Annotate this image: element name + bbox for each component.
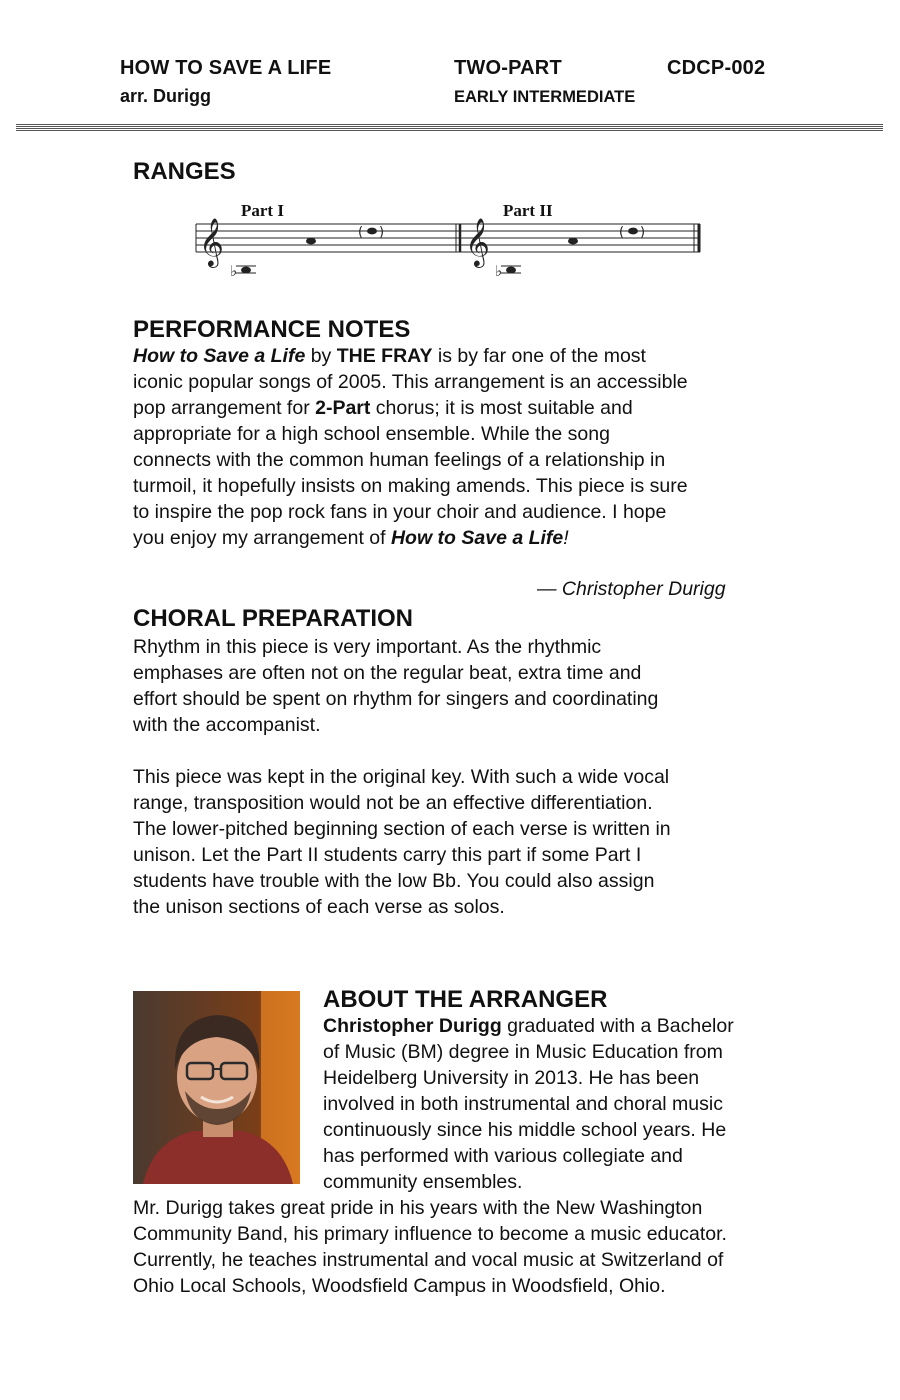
text-line: with the accompanist.	[133, 714, 321, 736]
part-2-label: Part II	[503, 201, 553, 220]
text-line: involved in both instrumental and choral music	[323, 1093, 723, 1115]
text-line: The lower-pitched beginning section of each verse is written in	[133, 818, 671, 840]
text-line: Ohio Local Schools, Woodsfield Campus in Woodsfield, Ohio.	[133, 1275, 666, 1297]
about-heading: ABOUT THE ARRANGER	[323, 986, 608, 1013]
svg-text:): )	[640, 225, 646, 240]
text-line: iconic popular songs of 2005. This arrangement is an accessible	[133, 371, 688, 393]
svg-text:(: (	[619, 225, 625, 240]
catalog-number: CDCP-002	[667, 57, 766, 79]
performance-notes-text	[133, 343, 688, 551]
text-line: community ensembles.	[323, 1171, 523, 1193]
part-1-label: Part I	[241, 201, 284, 220]
text-line: emphases are often not on the regular beat, extra time and	[133, 662, 642, 684]
song-title-ref: How to Save a Life	[133, 345, 306, 367]
text-line: Mr. Durigg takes great pride in his years with the New Washington	[133, 1197, 703, 1219]
voicing-ref: 2-Part	[315, 397, 371, 419]
choral-preparation-paragraph-1	[133, 634, 658, 738]
part-1-low-note	[230, 262, 256, 280]
about-full-text	[133, 1195, 727, 1299]
voicing: TWO-PART	[454, 57, 562, 79]
svg-text:): )	[379, 225, 385, 240]
text-fragment: graduated with a Bachelor	[501, 1015, 734, 1037]
performance-notes-heading: PERFORMANCE NOTES	[133, 316, 411, 343]
header-divider	[16, 124, 883, 132]
svg-text:♭: ♭	[495, 262, 503, 280]
text-line: Community Band, his primary influence to become a music educator.	[133, 1223, 727, 1245]
svg-text:♭: ♭	[230, 262, 238, 280]
arranger-name: Christopher Durigg	[323, 1015, 502, 1037]
text-line: continuously since his middle school years. He	[323, 1119, 727, 1141]
part-2-low-note	[495, 262, 521, 280]
arranger-photo	[133, 991, 300, 1184]
text-fragment: by	[305, 345, 337, 367]
band-name: THE FRAY	[336, 345, 433, 367]
text-line: unison. Let the Part II students carry this part if some Part I	[133, 844, 642, 866]
text-line: appropriate for a high school ensemble. While the song	[133, 423, 610, 445]
text-line: Rhythm in this piece is very important. As the rhythmic	[133, 636, 602, 658]
text-line: the unison sections of each verse as solos.	[133, 896, 505, 918]
part-2-mid-note	[568, 238, 578, 245]
text-line: connects with the common human feelings of a relationship in	[133, 449, 666, 471]
ranges-heading: RANGES	[133, 158, 236, 185]
text-line: to inspire the pop rock fans in your choir and audience. I hope	[133, 501, 667, 523]
text-line: effort should be spent on rhythm for singers and coordinating	[133, 688, 659, 710]
text-line: turmoil, it hopefully insists on making amends. This piece is sure	[133, 475, 688, 497]
choral-preparation-heading: CHORAL PREPARATION	[133, 605, 414, 632]
range-staff	[190, 196, 705, 286]
treble-clef-icon: 𝄞	[199, 217, 224, 266]
text-fragment: chorus; it is most suitable and	[370, 397, 633, 419]
text-fragment: !	[563, 527, 569, 549]
text-fragment: pop arrangement for	[133, 397, 316, 419]
signature: — Christopher Durigg	[537, 578, 726, 600]
text-line: range, transposition would not be an effective differentiation.	[133, 792, 653, 814]
choral-preparation-paragraph-2	[133, 764, 671, 920]
song-title-ref: How to Save a Life	[390, 527, 564, 549]
text-line: This piece was kept in the original key. With such a wide vocal	[133, 766, 670, 788]
part-1-mid-note	[306, 238, 316, 245]
text-line: of Music (BM) degree in Music Education from	[323, 1041, 723, 1063]
svg-text:(: (	[358, 225, 364, 240]
arranger-credit: arr. Durigg	[120, 86, 212, 106]
treble-clef-icon: 𝄞	[465, 217, 490, 266]
text-fragment: is by far one of the most	[432, 345, 646, 367]
text-line: Heidelberg University in 2013. He has been	[323, 1067, 700, 1089]
text-line: Currently, he teaches instrumental and vocal music at Switzerland of	[133, 1249, 724, 1271]
song-title: HOW TO SAVE A LIFE	[120, 57, 332, 79]
text-line: has performed with various collegiate and	[323, 1145, 683, 1167]
text-fragment: you enjoy my arrangement of	[133, 527, 391, 549]
text-line: students have trouble with the low Bb. You could also assign	[133, 870, 655, 892]
about-side-text	[323, 1013, 734, 1195]
difficulty-level: EARLY INTERMEDIATE	[454, 88, 636, 106]
